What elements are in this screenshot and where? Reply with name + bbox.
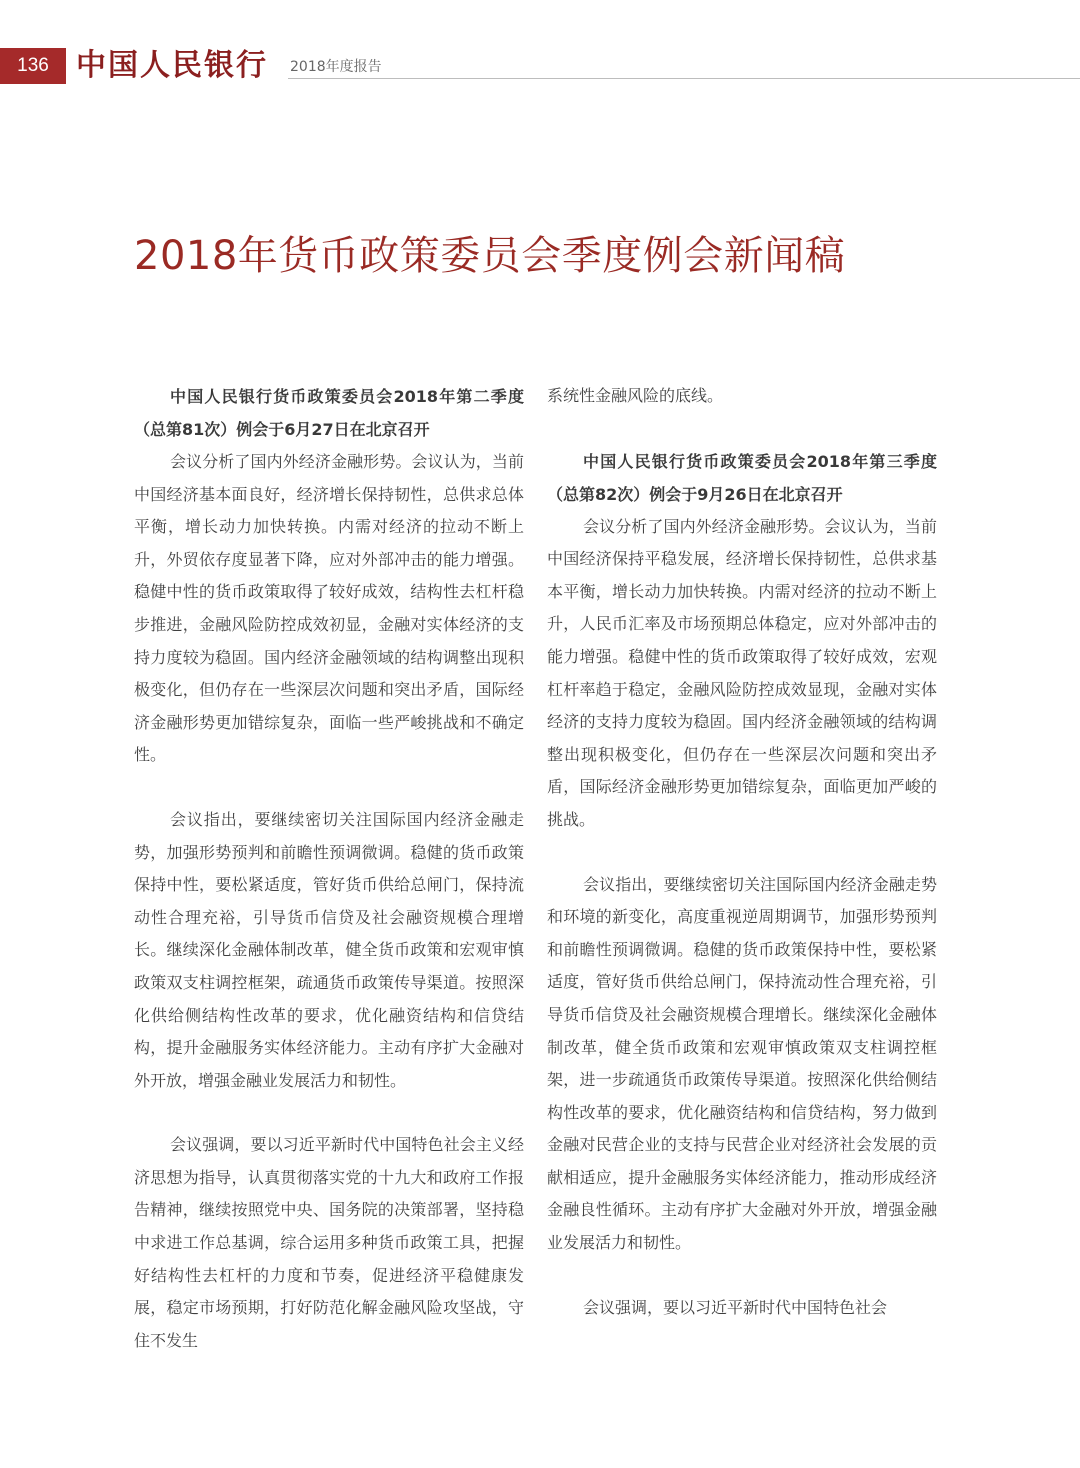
header-divider (288, 78, 1080, 79)
left-column (134, 380, 524, 1357)
paragraph: 会议指出，要继续密切关注国际国内经济金融走势，加强形势预判和前瞻性预调微调。稳健的货币政策保持中性，要松紧适度，管好货币供给总闸门，保持流动性合理充裕，引导货币信贷及社会融资规模合理增长。继续深化金融体制改革，健全货币政策和宏观审慎政策双支柱调控框架，疏通货币政策传导渠道。按照深化供给侧结构性改革的要求，优化融资结构和信贷结构，提升金融服务实体经济能力。主动有序扩大金融对外开放，增强金融业发展活力和韧性。 (134, 809, 524, 1090)
right-column (547, 380, 937, 1324)
meeting-heading-q2: 中国人民银行货币政策委员会2018年第二季度（总第81次）例会于6月27日在北京召开 (134, 387, 524, 439)
page-header (0, 48, 1080, 84)
document-title: 2018年货币政策委员会季度例会新闻稿 (134, 233, 846, 279)
paragraph: 会议强调，要以习近平新时代中国特色社会 (583, 1297, 888, 1317)
paragraph: 会议强调，要以习近平新时代中国特色社会主义经济思想为指导，认真贯彻落实党的十九大和政府工作报告精神，继续按照党中央、国务院的决策部署，坚持稳中求进工作总基调，综合运用多种货币政策工具，把握好结构性去杠杆的力度和节奏，促进经济平稳健康发展，稳定市场预期，打好防范化解金融风险攻坚战，守住不发生 (134, 1135, 524, 1350)
page-number: 136 (0, 48, 66, 84)
bank-name-logo: 中国人民银行 (76, 48, 268, 83)
report-title: 2018年度报告 (290, 59, 382, 75)
paragraph: 会议分析了国内外经济金融形势。会议认为，当前中国经济基本面良好，经济增长保持韧性，总供求总体平衡，增长动力加快转换。内需对经济的拉动不断上升，外贸依存度显著下降，应对外部冲击的能力增强。稳健中性的货币政策取得了较好成效，结构性去杠杆稳步推进，金融风险防控成效初显，金融对实体经济的支持力度较为稳固。国内经济金融领域的结构调整出现积极变化，但仍存在一些深层次问题和突出矛盾，国际经济金融形势更加错综复杂，面临一些严峻挑战和不确定性。 (134, 452, 524, 765)
paragraph: 会议指出，要继续密切关注国际国内经济金融走势和环境的新变化，高度重视逆周期调节，加强形势预判和前瞻性预调微调。稳健的货币政策保持中性，要松紧适度，管好货币供给总闸门，保持流动性合理充裕，引导货币信贷及社会融资规模合理增长。继续深化金融体制改革，健全货币政策和宏观审慎政策双支柱调控框架，进一步疏通货币政策传导渠道。按照深化供给侧结构性改革的要求，优化融资结构和信贷结构，努力做到金融对民营企业的支持与民营企业对经济社会发展的贡献相适应，提升金融服务实体经济能力，推动形成经济金融良性循环。主动有序扩大金融对外开放，增强金融业发展活力和韧性。 (547, 874, 937, 1253)
meeting-heading-q3: 中国人民银行货币政策委员会2018年第三季度（总第82次）例会于9月26日在北京召开 (547, 451, 937, 504)
paragraph: 会议分析了国内外经济金融形势。会议认为，当前中国经济保持平稳发展，经济增长保持韧性，总供求基本平衡，增长动力加快转换。内需对经济的拉动不断上升，人民币汇率及市场预期总体稳定，应对外部冲击的能力增强。稳健中性的货币政策取得了较好成效，宏观杠杆率趋于稳定，金融风险防控成效显现，金融对实体经济的支持力度较为稳固。国内经济金融领域的结构调整出现积极变化，但仍存在一些深层次问题和突出矛盾，国际经济金融形势更加错综复杂，面临更加严峻的挑战。 (547, 516, 937, 829)
paragraph-continuation: 系统性金融风险的底线。 (547, 386, 724, 405)
